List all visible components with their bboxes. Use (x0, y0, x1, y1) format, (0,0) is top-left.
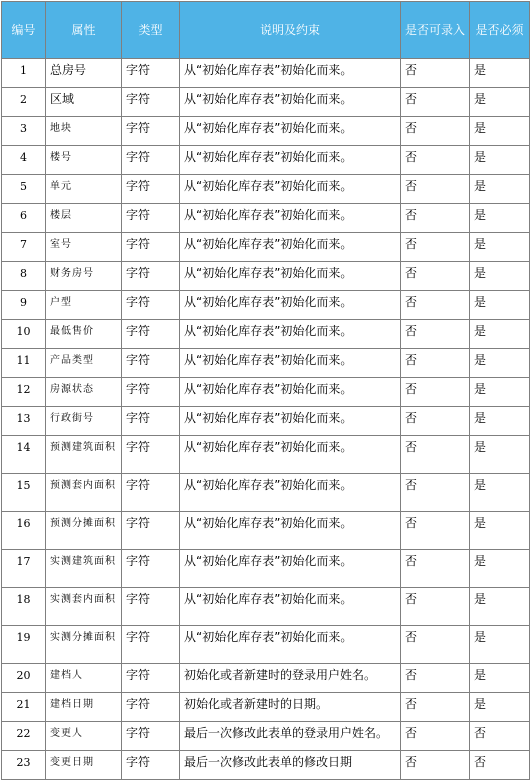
table-row (2, 320, 530, 349)
table-row (2, 407, 530, 436)
cell-id: 16 (2, 512, 46, 550)
cell-type: 字符 (122, 175, 180, 204)
cell-type: 字符 (122, 291, 180, 320)
cell-type: 字符 (122, 436, 180, 474)
cell-entry: 否 (401, 588, 470, 626)
cell-entry: 否 (401, 407, 470, 436)
cell-required: 是 (470, 204, 530, 233)
header-id: 编号 (2, 2, 46, 59)
cell-id: 23 (2, 751, 46, 780)
cell-description: 最后一次修改此表单的登录用户姓名。 (180, 722, 401, 751)
table-row (2, 722, 530, 751)
cell-required: 是 (470, 88, 530, 117)
cell-entry: 否 (401, 436, 470, 474)
cell-entry: 否 (401, 626, 470, 664)
cell-required: 是 (470, 436, 530, 474)
attribute-table (1, 1, 530, 780)
cell-id: 2 (2, 88, 46, 117)
cell-id: 15 (2, 474, 46, 512)
cell-description: 从“初始化库存表”初始化而来。 (180, 88, 401, 117)
cell-id: 22 (2, 722, 46, 751)
cell-type: 字符 (122, 407, 180, 436)
cell-type: 字符 (122, 474, 180, 512)
cell-type: 字符 (122, 204, 180, 233)
cell-type: 字符 (122, 117, 180, 146)
cell-id: 11 (2, 349, 46, 378)
header-description: 说明及约束 (180, 2, 401, 59)
cell-required: 是 (470, 407, 530, 436)
table-body (2, 59, 530, 780)
cell-attribute: 室号 (46, 233, 122, 262)
cell-type: 字符 (122, 588, 180, 626)
cell-id: 20 (2, 664, 46, 693)
cell-required: 是 (470, 291, 530, 320)
cell-entry: 否 (401, 751, 470, 780)
cell-entry: 否 (401, 204, 470, 233)
cell-description: 从“初始化库存表”初始化而来。 (180, 378, 401, 407)
table-row (2, 664, 530, 693)
cell-attribute: 楼号 (46, 146, 122, 175)
cell-description: 从“初始化库存表”初始化而来。 (180, 117, 401, 146)
cell-entry: 否 (401, 693, 470, 722)
cell-type: 字符 (122, 146, 180, 175)
cell-attribute: 实测分摊面积 (46, 626, 122, 664)
cell-type: 字符 (122, 59, 180, 88)
table-row (2, 512, 530, 550)
table-row (2, 751, 530, 780)
cell-attribute: 产品类型 (46, 349, 122, 378)
cell-attribute: 行政街号 (46, 407, 122, 436)
cell-id: 12 (2, 378, 46, 407)
cell-attribute: 房源状态 (46, 378, 122, 407)
cell-description: 初始化或者新建时的日期。 (180, 693, 401, 722)
cell-entry: 否 (401, 175, 470, 204)
cell-entry: 否 (401, 59, 470, 88)
cell-entry: 否 (401, 146, 470, 175)
cell-type: 字符 (122, 664, 180, 693)
cell-required: 是 (470, 550, 530, 588)
cell-description: 从“初始化库存表”初始化而来。 (180, 349, 401, 378)
table-row (2, 175, 530, 204)
cell-attribute: 最低售价 (46, 320, 122, 349)
table-row (2, 626, 530, 664)
cell-attribute: 户型 (46, 291, 122, 320)
cell-id: 19 (2, 626, 46, 664)
table-row (2, 474, 530, 512)
cell-entry: 否 (401, 262, 470, 291)
cell-type: 字符 (122, 550, 180, 588)
cell-entry: 否 (401, 550, 470, 588)
table-row (2, 436, 530, 474)
table-row (2, 146, 530, 175)
table-row (2, 378, 530, 407)
cell-description: 从“初始化库存表”初始化而来。 (180, 474, 401, 512)
cell-attribute: 变更人 (46, 722, 122, 751)
table-row (2, 693, 530, 722)
cell-attribute: 实测套内面积 (46, 588, 122, 626)
cell-description: 从“初始化库存表”初始化而来。 (180, 512, 401, 550)
cell-description: 初始化或者新建时的登录用户姓名。 (180, 664, 401, 693)
table-row (2, 588, 530, 626)
cell-id: 3 (2, 117, 46, 146)
cell-type: 字符 (122, 320, 180, 349)
cell-type: 字符 (122, 722, 180, 751)
cell-required: 是 (470, 588, 530, 626)
cell-entry: 否 (401, 664, 470, 693)
cell-type: 字符 (122, 88, 180, 117)
cell-attribute: 预测分摊面积 (46, 512, 122, 550)
cell-description: 从“初始化库存表”初始化而来。 (180, 550, 401, 588)
cell-entry: 否 (401, 291, 470, 320)
cell-attribute: 地块 (46, 117, 122, 146)
cell-id: 6 (2, 204, 46, 233)
cell-description: 从“初始化库存表”初始化而来。 (180, 262, 401, 291)
cell-required: 是 (470, 626, 530, 664)
cell-required: 否 (470, 751, 530, 780)
table-row (2, 59, 530, 88)
cell-required: 否 (470, 722, 530, 751)
cell-id: 18 (2, 588, 46, 626)
cell-attribute: 楼层 (46, 204, 122, 233)
cell-description: 从“初始化库存表”初始化而来。 (180, 436, 401, 474)
cell-required: 是 (470, 664, 530, 693)
cell-type: 字符 (122, 512, 180, 550)
cell-attribute: 预测建筑面积 (46, 436, 122, 474)
table-row (2, 291, 530, 320)
cell-type: 字符 (122, 349, 180, 378)
cell-type: 字符 (122, 626, 180, 664)
cell-description: 从“初始化库存表”初始化而来。 (180, 233, 401, 262)
table-row (2, 117, 530, 146)
cell-id: 5 (2, 175, 46, 204)
cell-attribute: 区域 (46, 88, 122, 117)
cell-required: 是 (470, 378, 530, 407)
cell-type: 字符 (122, 378, 180, 407)
table-row (2, 204, 530, 233)
cell-entry: 否 (401, 233, 470, 262)
cell-attribute: 预测套内面积 (46, 474, 122, 512)
cell-attribute: 财务房号 (46, 262, 122, 291)
cell-required: 是 (470, 59, 530, 88)
cell-required: 是 (470, 693, 530, 722)
cell-description: 从“初始化库存表”初始化而来。 (180, 407, 401, 436)
cell-entry: 否 (401, 88, 470, 117)
cell-attribute: 建档人 (46, 664, 122, 693)
cell-attribute: 实测建筑面积 (46, 550, 122, 588)
cell-attribute: 建档日期 (46, 693, 122, 722)
cell-required: 是 (470, 512, 530, 550)
cell-required: 是 (470, 262, 530, 291)
cell-type: 字符 (122, 262, 180, 291)
cell-description: 从“初始化库存表”初始化而来。 (180, 626, 401, 664)
cell-description: 从“初始化库存表”初始化而来。 (180, 59, 401, 88)
cell-entry: 否 (401, 722, 470, 751)
cell-entry: 否 (401, 320, 470, 349)
cell-description: 从“初始化库存表”初始化而来。 (180, 175, 401, 204)
cell-id: 4 (2, 146, 46, 175)
cell-description: 从“初始化库存表”初始化而来。 (180, 146, 401, 175)
table-row (2, 550, 530, 588)
cell-entry: 否 (401, 349, 470, 378)
cell-id: 21 (2, 693, 46, 722)
cell-entry: 否 (401, 117, 470, 146)
header-type: 类型 (122, 2, 180, 59)
cell-type: 字符 (122, 751, 180, 780)
table-row (2, 262, 530, 291)
cell-required: 是 (470, 117, 530, 146)
cell-required: 是 (470, 349, 530, 378)
cell-description: 从“初始化库存表”初始化而来。 (180, 291, 401, 320)
table-row (2, 233, 530, 262)
cell-entry: 否 (401, 474, 470, 512)
cell-required: 是 (470, 320, 530, 349)
cell-required: 是 (470, 146, 530, 175)
cell-required: 是 (470, 474, 530, 512)
cell-entry: 否 (401, 378, 470, 407)
header-entry: 是否可录入 (401, 2, 470, 59)
cell-type: 字符 (122, 233, 180, 262)
header-required: 是否必须 (470, 2, 530, 59)
cell-attribute: 变更日期 (46, 751, 122, 780)
cell-id: 1 (2, 59, 46, 88)
cell-type: 字符 (122, 693, 180, 722)
cell-id: 9 (2, 291, 46, 320)
cell-attribute: 单元 (46, 175, 122, 204)
cell-id: 14 (2, 436, 46, 474)
cell-id: 7 (2, 233, 46, 262)
table-row (2, 88, 530, 117)
cell-description: 从“初始化库存表”初始化而来。 (180, 204, 401, 233)
cell-description: 从“初始化库存表”初始化而来。 (180, 320, 401, 349)
table-row (2, 349, 530, 378)
cell-required: 是 (470, 233, 530, 262)
cell-id: 10 (2, 320, 46, 349)
cell-id: 13 (2, 407, 46, 436)
cell-id: 8 (2, 262, 46, 291)
cell-attribute: 总房号 (46, 59, 122, 88)
cell-entry: 否 (401, 512, 470, 550)
cell-required: 是 (470, 175, 530, 204)
header-attribute: 属性 (46, 2, 122, 59)
cell-description: 从“初始化库存表”初始化而来。 (180, 588, 401, 626)
cell-description: 最后一次修改此表单的修改日期 (180, 751, 401, 780)
header-row (2, 2, 530, 59)
cell-id: 17 (2, 550, 46, 588)
